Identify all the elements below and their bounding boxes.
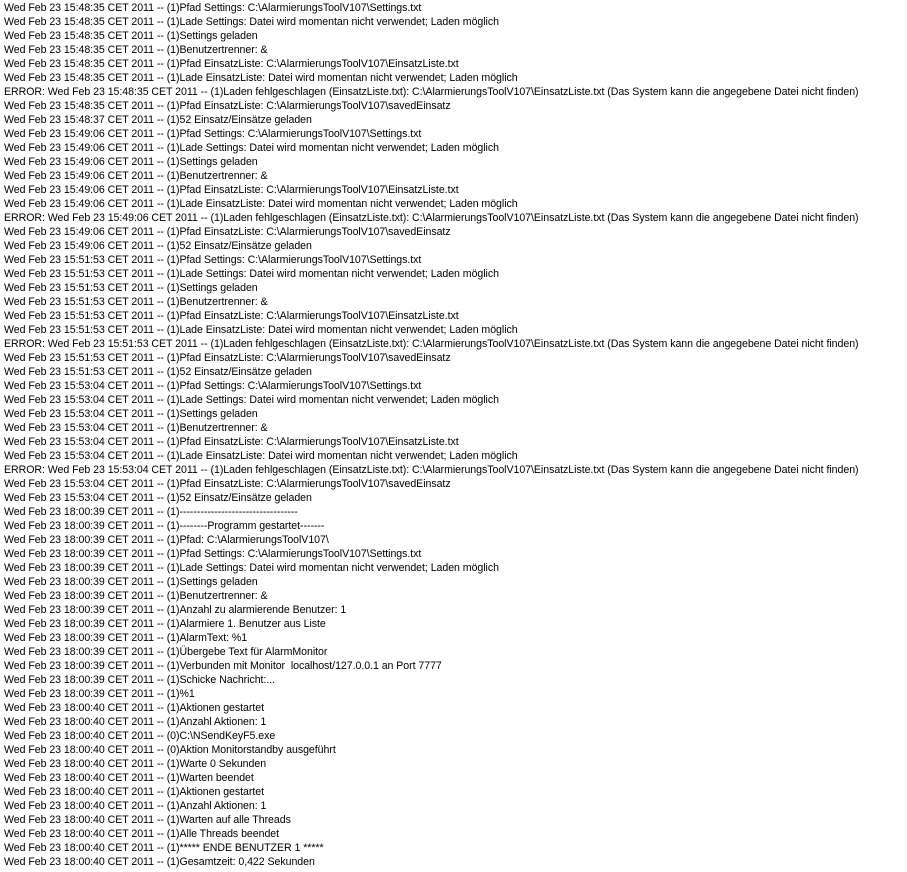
log-text-view[interactable] xyxy=(4,1,904,869)
log-line: Wed Feb 23 15:51:53 CET 2011 -- (1)Pfad EinsatzListe: C:\AlarmierungsToolV107\EinsatzListe.txt xyxy=(4,310,459,322)
log-line: Wed Feb 23 15:53:04 CET 2011 -- (1)52 Einsatz/Einsätze geladen xyxy=(4,492,312,504)
log-line: Wed Feb 23 18:00:40 CET 2011 -- (1)Aktionen gestartet xyxy=(4,786,264,798)
log-line: Wed Feb 23 18:00:40 CET 2011 -- (1)Anzahl Aktionen: 1 xyxy=(4,800,267,812)
log-line: Wed Feb 23 18:00:39 CET 2011 -- (1)Alarmiere 1. Benutzer aus Liste xyxy=(4,618,326,630)
log-line: Wed Feb 23 18:00:39 CET 2011 -- (1)---------------------------------- xyxy=(4,506,298,518)
log-line: Wed Feb 23 15:48:35 CET 2011 -- (1)Lade EinsatzListe: Datei wird momentan nicht verwendet; Laden möglich xyxy=(4,72,518,84)
log-line: Wed Feb 23 15:48:35 CET 2011 -- (1)Settings geladen xyxy=(4,30,258,42)
log-line: Wed Feb 23 15:49:06 CET 2011 -- (1)Pfad EinsatzListe: C:\AlarmierungsToolV107\savedEinsatz xyxy=(4,226,451,238)
log-line: Wed Feb 23 15:51:53 CET 2011 -- (1)Lade EinsatzListe: Datei wird momentan nicht verwendet; Laden möglich xyxy=(4,324,518,336)
log-line: Wed Feb 23 15:49:06 CET 2011 -- (1)Lade Settings: Datei wird momentan nicht verwendet; Laden möglich xyxy=(4,142,499,154)
log-line: Wed Feb 23 18:00:39 CET 2011 -- (1)Pfad: C:\AlarmierungsToolV107\ xyxy=(4,534,329,546)
log-line: Wed Feb 23 15:53:04 CET 2011 -- (1)Pfad EinsatzListe: C:\AlarmierungsToolV107\savedEinsatz xyxy=(4,478,451,490)
log-line: Wed Feb 23 18:00:39 CET 2011 -- (1)Pfad Settings: C:\AlarmierungsToolV107\Settings.txt xyxy=(4,548,422,560)
log-line: Wed Feb 23 18:00:40 CET 2011 -- (1)Warten auf alle Threads xyxy=(4,814,291,826)
log-error-line: ERROR: Wed Feb 23 15:53:04 CET 2011 -- (1)Laden fehlgeschlagen (EinsatzListe.txt): C:\AlarmierungsToolV107\EinsatzListe.txt (Das System kann die angegebene Datei nicht finden) xyxy=(4,464,859,476)
log-line: Wed Feb 23 15:49:06 CET 2011 -- (1)52 Einsatz/Einsätze geladen xyxy=(4,240,312,252)
log-line: Wed Feb 23 15:49:06 CET 2011 -- (1)Pfad EinsatzListe: C:\AlarmierungsToolV107\EinsatzListe.txt xyxy=(4,184,459,196)
log-line: Wed Feb 23 18:00:40 CET 2011 -- (1)Anzahl Aktionen: 1 xyxy=(4,716,267,728)
log-line: Wed Feb 23 18:00:39 CET 2011 -- (1)Lade Settings: Datei wird momentan nicht verwendet; Laden möglich xyxy=(4,562,499,574)
log-line: Wed Feb 23 15:53:04 CET 2011 -- (1)Benutzertrenner: & xyxy=(4,422,268,434)
log-line: Wed Feb 23 15:53:04 CET 2011 -- (1)Lade Settings: Datei wird momentan nicht verwendet; Laden möglich xyxy=(4,394,499,406)
log-line: Wed Feb 23 15:51:53 CET 2011 -- (1)Settings geladen xyxy=(4,282,258,294)
log-line: Wed Feb 23 18:00:40 CET 2011 -- (1)Alle Threads beendet xyxy=(4,828,280,840)
log-line: Wed Feb 23 15:48:35 CET 2011 -- (1)Pfad EinsatzListe: C:\AlarmierungsToolV107\EinsatzListe.txt xyxy=(4,58,459,70)
log-line: Wed Feb 23 15:49:06 CET 2011 -- (1)Settings geladen xyxy=(4,156,258,168)
log-line: Wed Feb 23 15:49:06 CET 2011 -- (1)Benutzertrenner: & xyxy=(4,170,268,182)
log-line: Wed Feb 23 18:00:40 CET 2011 -- (1)Aktionen gestartet xyxy=(4,702,264,714)
log-line: Wed Feb 23 15:48:35 CET 2011 -- (1)Pfad Settings: C:\AlarmierungsToolV107\Settings.txt xyxy=(4,2,422,14)
log-error-line: ERROR: Wed Feb 23 15:51:53 CET 2011 -- (1)Laden fehlgeschlagen (EinsatzListe.txt): C:\AlarmierungsToolV107\EinsatzListe.txt (Das System kann die angegebene Datei nicht finden) xyxy=(4,338,859,350)
log-line: Wed Feb 23 15:53:04 CET 2011 -- (1)Settings geladen xyxy=(4,408,258,420)
log-line: Wed Feb 23 18:00:39 CET 2011 -- (1)--------Programm gestartet------- xyxy=(4,520,325,532)
log-line: Wed Feb 23 15:51:53 CET 2011 -- (1)Benutzertrenner: & xyxy=(4,296,268,308)
log-line: Wed Feb 23 18:00:40 CET 2011 -- (0)Aktion Monitorstandby ausgeführt xyxy=(4,744,336,756)
log-line: Wed Feb 23 15:51:53 CET 2011 -- (1)Pfad EinsatzListe: C:\AlarmierungsToolV107\savedEinsatz xyxy=(4,352,451,364)
log-line: Wed Feb 23 15:48:37 CET 2011 -- (1)52 Einsatz/Einsätze geladen xyxy=(4,114,312,126)
log-line: Wed Feb 23 15:51:53 CET 2011 -- (1)Pfad Settings: C:\AlarmierungsToolV107\Settings.txt xyxy=(4,254,422,266)
log-line: Wed Feb 23 15:53:04 CET 2011 -- (1)Lade EinsatzListe: Datei wird momentan nicht verwendet; Laden möglich xyxy=(4,450,518,462)
log-line: Wed Feb 23 15:48:35 CET 2011 -- (1)Pfad EinsatzListe: C:\AlarmierungsToolV107\savedEinsatz xyxy=(4,100,451,112)
log-line: Wed Feb 23 18:00:39 CET 2011 -- (1)Settings geladen xyxy=(4,576,258,588)
log-line: Wed Feb 23 18:00:39 CET 2011 -- (1)Schicke Nachricht:... xyxy=(4,674,276,686)
log-line: Wed Feb 23 15:49:06 CET 2011 -- (1)Lade EinsatzListe: Datei wird momentan nicht verwendet; Laden möglich xyxy=(4,198,518,210)
log-line: Wed Feb 23 18:00:39 CET 2011 -- (1)Übergebe Text für AlarmMonitor xyxy=(4,646,328,658)
log-line: Wed Feb 23 18:00:40 CET 2011 -- (1)Warte 0 Sekunden xyxy=(4,758,267,770)
log-line: Wed Feb 23 18:00:40 CET 2011 -- (1)Gesamtzeit: 0,422 Sekunden xyxy=(4,856,315,868)
log-line: Wed Feb 23 15:51:53 CET 2011 -- (1)Lade Settings: Datei wird momentan nicht verwendet; Laden möglich xyxy=(4,268,499,280)
log-line: Wed Feb 23 18:00:39 CET 2011 -- (1)Benutzertrenner: & xyxy=(4,590,268,602)
log-line: Wed Feb 23 15:49:06 CET 2011 -- (1)Pfad Settings: C:\AlarmierungsToolV107\Settings.txt xyxy=(4,128,422,140)
log-line: Wed Feb 23 15:48:35 CET 2011 -- (1)Benutzertrenner: & xyxy=(4,44,268,56)
log-line: Wed Feb 23 18:00:40 CET 2011 -- (1)Warten beendet xyxy=(4,772,254,784)
log-line: Wed Feb 23 18:00:40 CET 2011 -- (0)C:\NSendKeyF5.exe xyxy=(4,730,276,742)
log-line: Wed Feb 23 15:48:35 CET 2011 -- (1)Lade Settings: Datei wird momentan nicht verwendet; Laden möglich xyxy=(4,16,499,28)
log-line: Wed Feb 23 15:51:53 CET 2011 -- (1)52 Einsatz/Einsätze geladen xyxy=(4,366,312,378)
log-error-line: ERROR: Wed Feb 23 15:48:35 CET 2011 -- (1)Laden fehlgeschlagen (EinsatzListe.txt): C:\AlarmierungsToolV107\EinsatzListe.txt (Das System kann die angegebene Datei nicht finden) xyxy=(4,86,859,98)
log-line: Wed Feb 23 18:00:39 CET 2011 -- (1)Anzahl zu alarmierende Benutzer: 1 xyxy=(4,604,347,616)
log-line: Wed Feb 23 15:53:04 CET 2011 -- (1)Pfad EinsatzListe: C:\AlarmierungsToolV107\EinsatzListe.txt xyxy=(4,436,459,448)
log-line: Wed Feb 23 15:53:04 CET 2011 -- (1)Pfad Settings: C:\AlarmierungsToolV107\Settings.txt xyxy=(4,380,422,392)
log-line: Wed Feb 23 18:00:40 CET 2011 -- (1)***** ENDE BENUTZER 1 ***** xyxy=(4,842,324,854)
log-error-line: ERROR: Wed Feb 23 15:49:06 CET 2011 -- (1)Laden fehlgeschlagen (EinsatzListe.txt): C:\AlarmierungsToolV107\EinsatzListe.txt (Das System kann die angegebene Datei nicht finden) xyxy=(4,212,859,224)
log-line: Wed Feb 23 18:00:39 CET 2011 -- (1)%1 xyxy=(4,688,195,700)
log-line: Wed Feb 23 18:00:39 CET 2011 -- (1)Verbunden mit Monitor localhost/127.0.0.1 an Port 7777 xyxy=(4,660,442,672)
log-line: Wed Feb 23 18:00:39 CET 2011 -- (1)AlarmText: %1 xyxy=(4,632,248,644)
